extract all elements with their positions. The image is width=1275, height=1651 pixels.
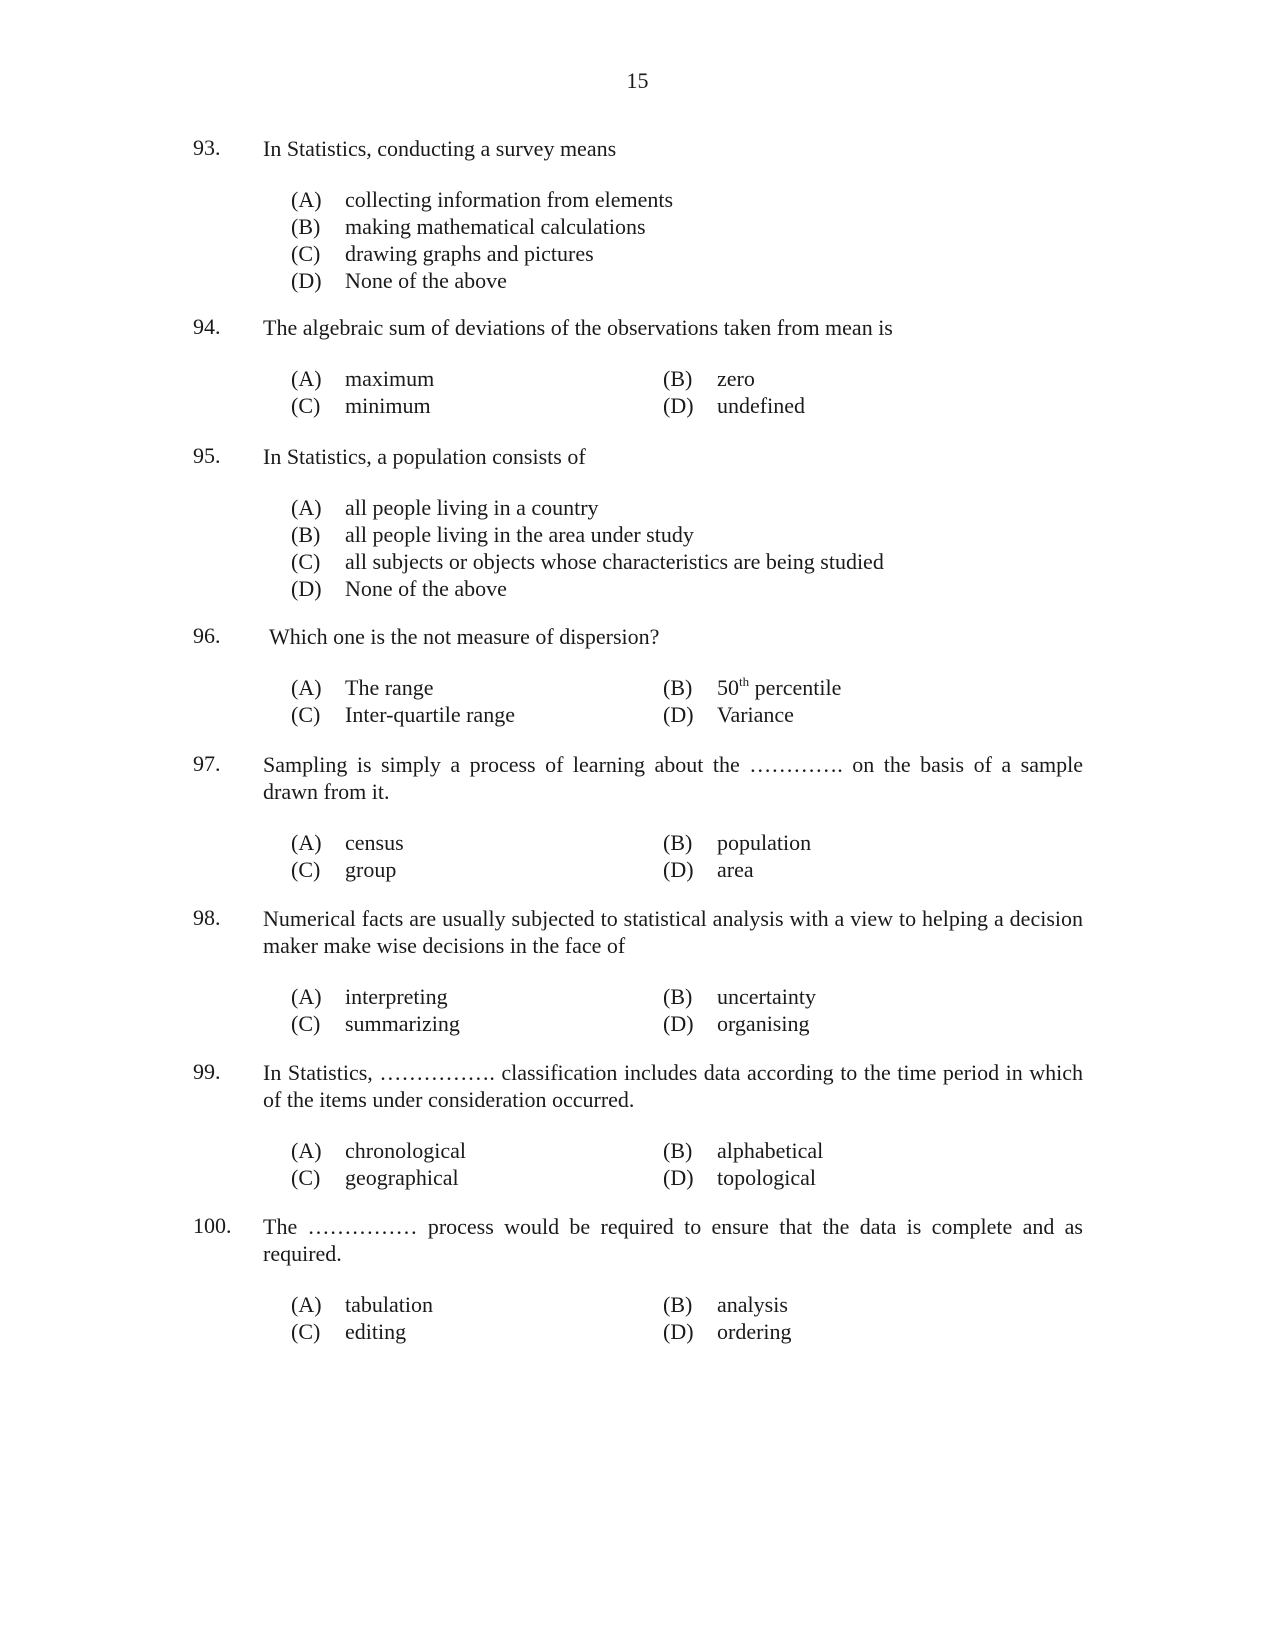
option-letter: (A): [291, 187, 322, 212]
option-a: [291, 674, 663, 701]
question-96: [193, 623, 1083, 728]
option-text: zero: [717, 366, 755, 391]
option-letter: (C): [291, 702, 321, 727]
option-text: all people living in a country: [345, 495, 599, 520]
option-letter: (B): [291, 522, 321, 547]
options-grid: [291, 674, 1083, 728]
option-a: [291, 1291, 663, 1318]
option-text: maximum: [345, 366, 435, 391]
option-text-number: 50: [717, 675, 739, 700]
option-letter: (D): [663, 393, 694, 418]
option-letter: (A): [291, 1138, 322, 1163]
option-c: [291, 240, 1083, 267]
option-d: [663, 1164, 963, 1191]
option-text: undefined: [717, 393, 805, 418]
option-letter: (D): [663, 1011, 694, 1036]
option-letter: (B): [291, 214, 321, 239]
question-text: Numerical facts are usually subjected to statistical analysis with a view to helping a decision maker make wise decisions in the face of: [263, 906, 1083, 958]
option-letter: (C): [291, 1165, 321, 1190]
question-text: In Statistics, a population consists of: [263, 444, 586, 469]
option-text: None of the above: [345, 576, 507, 601]
option-letter: (A): [291, 366, 322, 391]
option-b: [291, 213, 1083, 240]
option-letter: (B): [663, 830, 693, 855]
option-b: [663, 365, 963, 392]
question-number: 95.: [193, 443, 221, 468]
option-letter: (C): [291, 549, 321, 574]
option-text: Inter-quartile range: [345, 702, 515, 727]
option-text-rest: percentile: [749, 675, 842, 700]
ordinal-superscript: th: [739, 674, 750, 689]
option-letter: (C): [291, 857, 321, 882]
option-text: alphabetical: [717, 1138, 824, 1163]
option-letter: (A): [291, 675, 322, 700]
option-text: minimum: [345, 393, 431, 418]
option-c: [291, 1318, 663, 1345]
option-b: [663, 983, 963, 1010]
option-b: [663, 1137, 963, 1164]
option-text: collecting information from elements: [345, 187, 674, 212]
option-d: [291, 575, 1083, 602]
option-letter: (B): [663, 984, 693, 1009]
options-grid: [291, 1291, 1083, 1345]
question-99: [193, 1059, 1083, 1191]
option-text: geographical: [345, 1165, 459, 1190]
question-number: 94.: [193, 314, 221, 339]
page-number: 15: [626, 68, 649, 93]
option-c: [291, 548, 1083, 575]
option-letter: (B): [663, 675, 693, 700]
option-letter: (D): [663, 857, 694, 882]
option-a: [291, 1137, 663, 1164]
option-text: chronological: [345, 1138, 466, 1163]
option-letter: (B): [663, 366, 693, 391]
option-letter: (D): [291, 576, 322, 601]
option-text: topological: [717, 1165, 816, 1190]
option-letter: (C): [291, 241, 321, 266]
question-100: [193, 1213, 1083, 1345]
option-text: population: [717, 830, 812, 855]
options-list: [291, 494, 1083, 602]
option-text: all subjects or objects whose characteristics are being studied: [345, 549, 884, 574]
option-a: [291, 983, 663, 1010]
option-text: analysis: [717, 1292, 788, 1317]
question-text: Sampling is simply a process of learning about the …………. on the basis of a sample drawn from it.: [263, 752, 1083, 804]
options-list: [291, 186, 1083, 294]
option-letter: (D): [663, 1319, 694, 1344]
option-d: [291, 267, 1083, 294]
question-98: [193, 905, 1083, 1037]
option-letter: (B): [663, 1292, 693, 1317]
question-text: In Statistics, ……………. classification includes data according to the time period in which of the items under consideration occurred.: [263, 1060, 1083, 1112]
question-text: In Statistics, conducting a survey means: [263, 136, 617, 161]
option-letter: (A): [291, 1292, 322, 1317]
option-letter: (C): [291, 1011, 321, 1036]
option-b: [291, 521, 1083, 548]
option-text: interpreting: [345, 984, 448, 1009]
option-text: drawing graphs and pictures: [345, 241, 594, 266]
question-number: 98.: [193, 905, 221, 930]
options-grid: [291, 829, 1083, 883]
option-text: The range: [345, 675, 434, 700]
option-text: [717, 675, 841, 700]
question-text: Which one is the not measure of dispersion?: [269, 624, 660, 649]
option-text: None of the above: [345, 268, 507, 293]
option-text: summarizing: [345, 1011, 460, 1036]
question-95: [193, 443, 1083, 602]
option-text: group: [345, 857, 397, 882]
option-a: [291, 365, 663, 392]
option-c: [291, 701, 663, 728]
option-b: [663, 829, 963, 856]
option-text: organising: [717, 1011, 810, 1036]
options-grid: [291, 365, 1083, 419]
question-number: 93.: [193, 135, 221, 160]
option-letter: (C): [291, 393, 321, 418]
question-text: The algebraic sum of deviations of the observations taken from mean is: [263, 315, 893, 340]
option-letter: (D): [291, 268, 322, 293]
option-text: all people living in the area under study: [345, 522, 694, 547]
option-letter: (D): [663, 1165, 694, 1190]
option-d: [663, 856, 963, 883]
option-c: [291, 392, 663, 419]
question-number: 97.: [193, 751, 221, 776]
option-letter: (A): [291, 830, 322, 855]
option-text: Variance: [717, 702, 794, 727]
option-a: [291, 186, 1083, 213]
option-text: census: [345, 830, 404, 855]
option-d: [663, 392, 963, 419]
option-text: ordering: [717, 1319, 792, 1344]
option-b: [663, 674, 963, 701]
option-text: making mathematical calculations: [345, 214, 646, 239]
option-text: tabulation: [345, 1292, 433, 1317]
question-93: [193, 135, 1083, 294]
option-text: area: [717, 857, 754, 882]
option-d: [663, 1318, 963, 1345]
question-number: 99.: [193, 1059, 221, 1084]
question-97: [193, 751, 1083, 883]
question-94: [193, 314, 1083, 419]
option-letter: (D): [663, 702, 694, 727]
option-letter: (A): [291, 984, 322, 1009]
options-grid: [291, 983, 1083, 1037]
option-a: [291, 829, 663, 856]
question-number: 100.: [193, 1213, 232, 1238]
options-grid: [291, 1137, 1083, 1191]
option-letter: (C): [291, 1319, 321, 1344]
option-text: editing: [345, 1319, 407, 1344]
option-d: [663, 1010, 963, 1037]
option-text: uncertainty: [717, 984, 816, 1009]
option-c: [291, 1164, 663, 1191]
question-text: The …………… process would be required to ensure that the data is complete and as required.: [263, 1214, 1083, 1266]
option-a: [291, 494, 1083, 521]
option-letter: (B): [663, 1138, 693, 1163]
option-letter: (A): [291, 495, 322, 520]
option-d: [663, 701, 963, 728]
option-b: [663, 1291, 963, 1318]
question-number: 96.: [193, 623, 221, 648]
option-c: [291, 1010, 663, 1037]
option-c: [291, 856, 663, 883]
